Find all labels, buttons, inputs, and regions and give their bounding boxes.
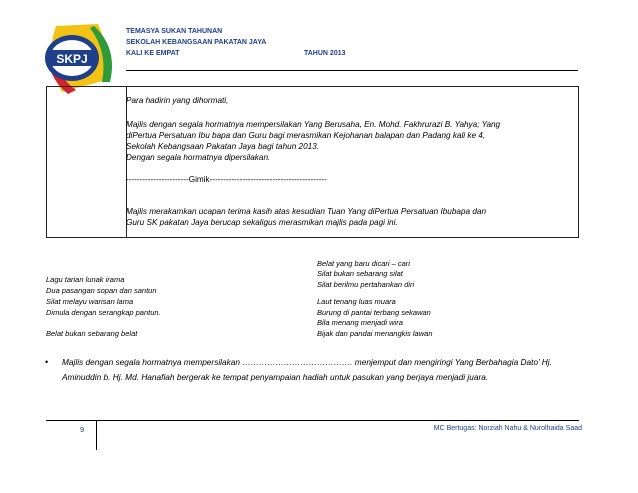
header-rule (126, 70, 578, 71)
poem-right-3: Silat berilmu pertahankan diri (317, 280, 415, 289)
box-line-3: diPertua Persatuan Ibu bapa dan Guru bagi merasmikan Kejohanan balapan dan Padang kali ke 4, (126, 131, 486, 140)
year: TAHUN 2013 (304, 50, 346, 57)
edition: KALI KE EMPAT (126, 50, 180, 57)
box-line-1: Para hadirin yang dihormati, (126, 96, 229, 105)
poem-left-1: Lagu tarian lunak irama (46, 275, 125, 284)
poem-left-5: Belat bukan sebarang belat (46, 329, 138, 338)
poem-right-2: Silat bukan sebarang silat (317, 269, 403, 278)
bullet-icon: • (45, 357, 49, 367)
box-line-4: Sekolah Kebangsaan Pakatan Jaya bagi tahun 2013. (126, 142, 320, 151)
poem-right-6: Bila menang menjadi wira (317, 318, 403, 327)
event-title: TEMASYA SUKAN TAHUNAN (126, 28, 223, 35)
footer-credit: MC Bertugas: Norziah Nahu & Nurolhaida Saad (433, 425, 582, 432)
poem-left-3: Silat melayu warisan lama (46, 297, 134, 306)
logo-text: SKPJ (56, 52, 88, 66)
footer-divider (96, 420, 97, 450)
page-number: 9 (80, 425, 85, 434)
gimik-line: -----------------------Gimik------------------------------------------- (126, 175, 327, 184)
box-line-7: Majlis merakamkan ucapan terima kasih atas kesudian Tuan Yang diPertua Persatuan Ibubapa dan (126, 207, 487, 216)
footer-rule (46, 420, 579, 421)
box-line-2: Majlis dengan segala hormatnya mempersilakan Yang Berusaha, En. Mohd. Fakhrurazi B. Yahya; Yang (126, 120, 501, 129)
poem-left-2: Dua pasangan sopan dan santun (46, 286, 157, 295)
poem-right-4: Laut tenang luas muara (317, 297, 396, 306)
box-line-5: Dengan segala hormatnya dipersilakan. (126, 153, 271, 162)
box-line-8: Guru SK pakatan Jaya berucap sekaligus merasmikan majlis pada pagi ini. (126, 218, 398, 227)
poem-right-1: Belat yang baru dicari – cari (317, 259, 410, 268)
poem-right-5: Burung di pantai terbang sekawan (317, 308, 431, 317)
poem-right-7: Bijak dan pandai menangkis lawan (317, 329, 433, 338)
bullet-paragraph: Majlis dengan segala hormatnya mempersilakan …………………………………. menjemput dan mengiringi Yang Berbahagia Dato’ Hj. Aminuddin b. Hj. Md. Hanafiah bergerak ke tempat penyampaian hadiah untuk pasukan yang berjaya menjadi juara. (62, 357, 552, 382)
school-name: SEKOLAH KEBANGSAAN PAKATAN JAYA (126, 39, 267, 46)
poem-left-4: Dimula dengan serangkap pantun. (46, 308, 161, 317)
